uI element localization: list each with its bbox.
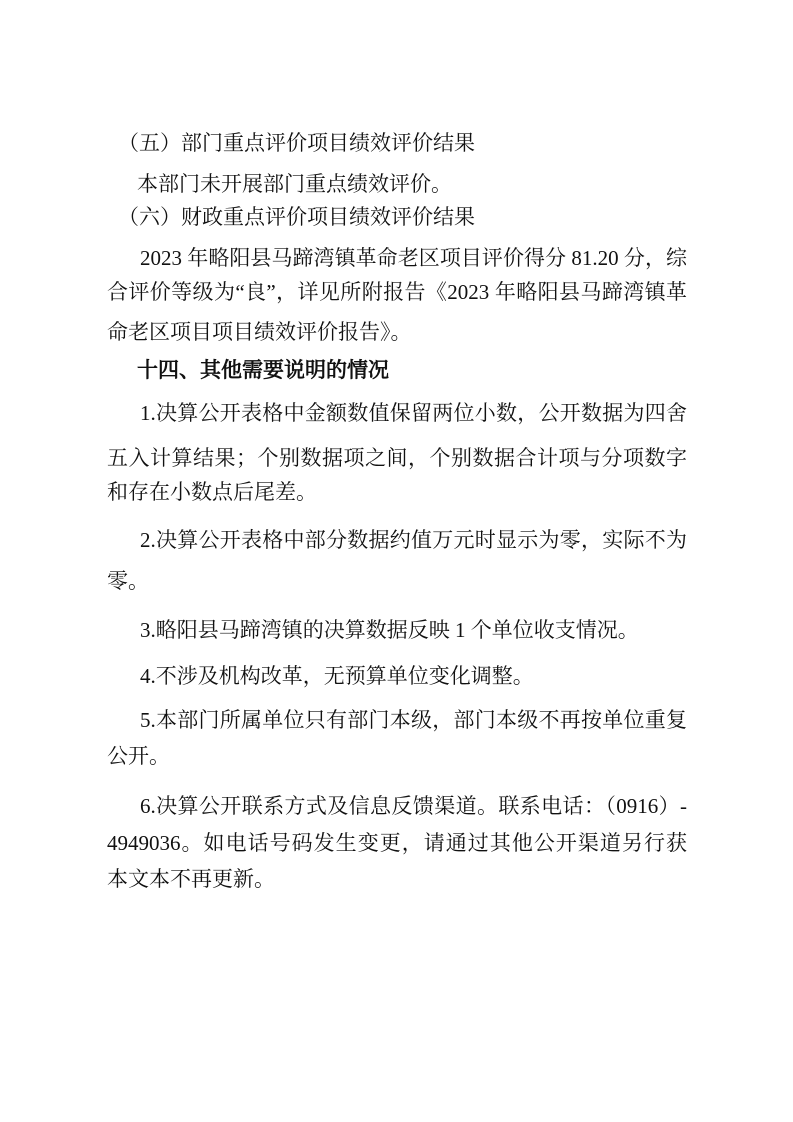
section-5-heading: （五）部门重点评价项目绩效评价结果: [118, 131, 475, 155]
item-5-line: 5.本部门所属单位只有部门本级，部门本级不再按单位重复: [140, 708, 687, 732]
section-14-heading: 十四、其他需要说明的情况: [137, 358, 389, 382]
item-1-line: 五入计算结果；个别数据项之间，个别数据合计项与分项数字: [107, 446, 687, 470]
item-1-line: 1.决算公开表格中金额数值保留两位小数，公开数据为四舍: [140, 401, 687, 425]
item-5-line: 公开。: [107, 744, 170, 768]
section-6-heading: （六）财政重点评价项目绩效评价结果: [118, 205, 475, 229]
item-6-line: 本文本不再更新。: [107, 867, 275, 891]
item-6-line: 6.决算公开联系方式及信息反馈渠道。联系电话：（0916）-: [140, 794, 687, 818]
item-3-line: 3.略阳县马蹄湾镇的决算数据反映 1 个单位收支情况。: [140, 618, 639, 642]
item-2-line: 零。: [107, 569, 149, 593]
section-6-body-line: 2023 年略阳县马蹄湾镇革命老区项目评价得分 81.20 分，综: [140, 246, 687, 270]
section-6-body-line: 命老区项目项目绩效评价报告》。: [107, 320, 412, 344]
item-2-line: 2.决算公开表格中部分数据约值万元时显示为零，实际不为: [140, 528, 687, 552]
item-4-line: 4.不涉及机构改革，无预算单位变化调整。: [140, 664, 534, 688]
item-6-line: 4949036。如电话号码发生变更，请通过其他公开渠道另行获: [107, 831, 687, 855]
section-6-body-line: 合评价等级为“良”，详见所附报告《2023 年略阳县马蹄湾镇革: [107, 280, 687, 304]
section-5-body: 本部门未开展部门重点绩效评价。: [137, 172, 452, 196]
item-1-line: 和存在小数点后尾差。: [107, 480, 317, 504]
